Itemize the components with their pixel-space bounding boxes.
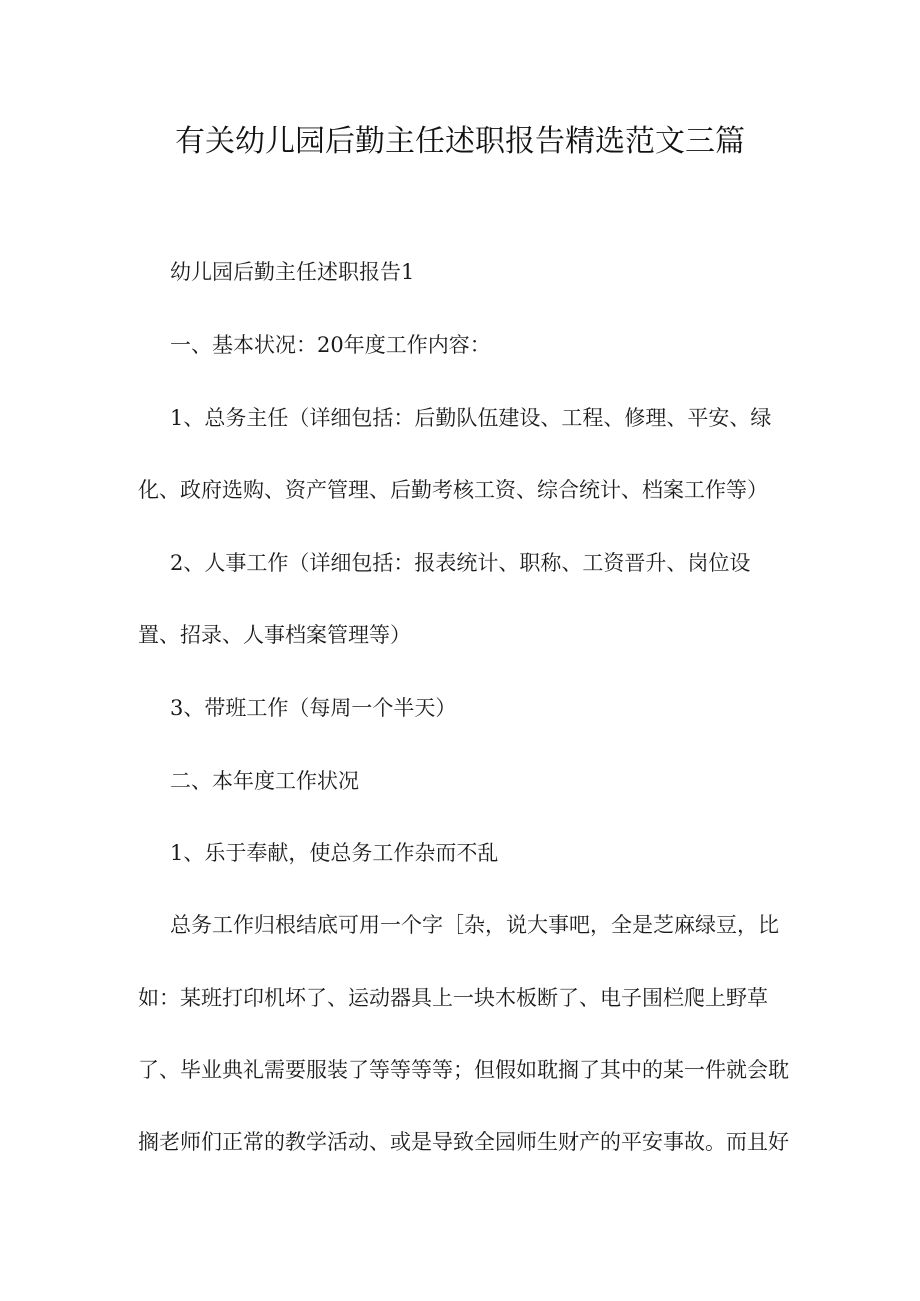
paragraph-line: 搁老师们正常的教学活动、或是导致全园师生财产的平安事故。而且好 [138, 1130, 789, 1154]
paragraph-line: 3、带班工作（每周一个半天） [170, 696, 457, 720]
paragraph-line: 化、政府选购、资产管理、后勤考核工资、综合统计、档案工作等） [138, 478, 768, 502]
document-title: 有关幼儿园后勤主任述职报告精选范文三篇 [175, 124, 745, 159]
paragraph-line: 了、毕业典礼需要服装了等等等等；但假如耽搁了其中的某一件就会耽 [138, 1058, 789, 1082]
paragraph-line: 2、人事工作（详细包括：报表统计、职称、工资晋升、岗位设 [170, 551, 751, 575]
paragraph-line: 置、招录、人事档案管理等） [138, 623, 411, 647]
section-heading-basic-status: 一、基本状况：20年度工作内容： [170, 333, 491, 357]
subsection-heading: 1、乐于奉献，使总务工作杂而不乱 [170, 841, 499, 865]
section-heading-report-1: 幼儿园后勤主任述职报告1 [170, 260, 415, 284]
paragraph-line: 总务工作归根结底可用一个字［杂，说大事吧，全是芝麻绿豆，比 [170, 913, 779, 937]
paragraph-line: 如：某班打印机坏了、运动器具上一块木板断了、电子围栏爬上野草 [138, 986, 768, 1010]
paragraph-line: 1、总务主任（详细包括：后勤队伍建设、工程、修理、平安、绿 [170, 406, 772, 430]
section-heading-annual-work: 二、本年度工作状况 [170, 769, 359, 793]
